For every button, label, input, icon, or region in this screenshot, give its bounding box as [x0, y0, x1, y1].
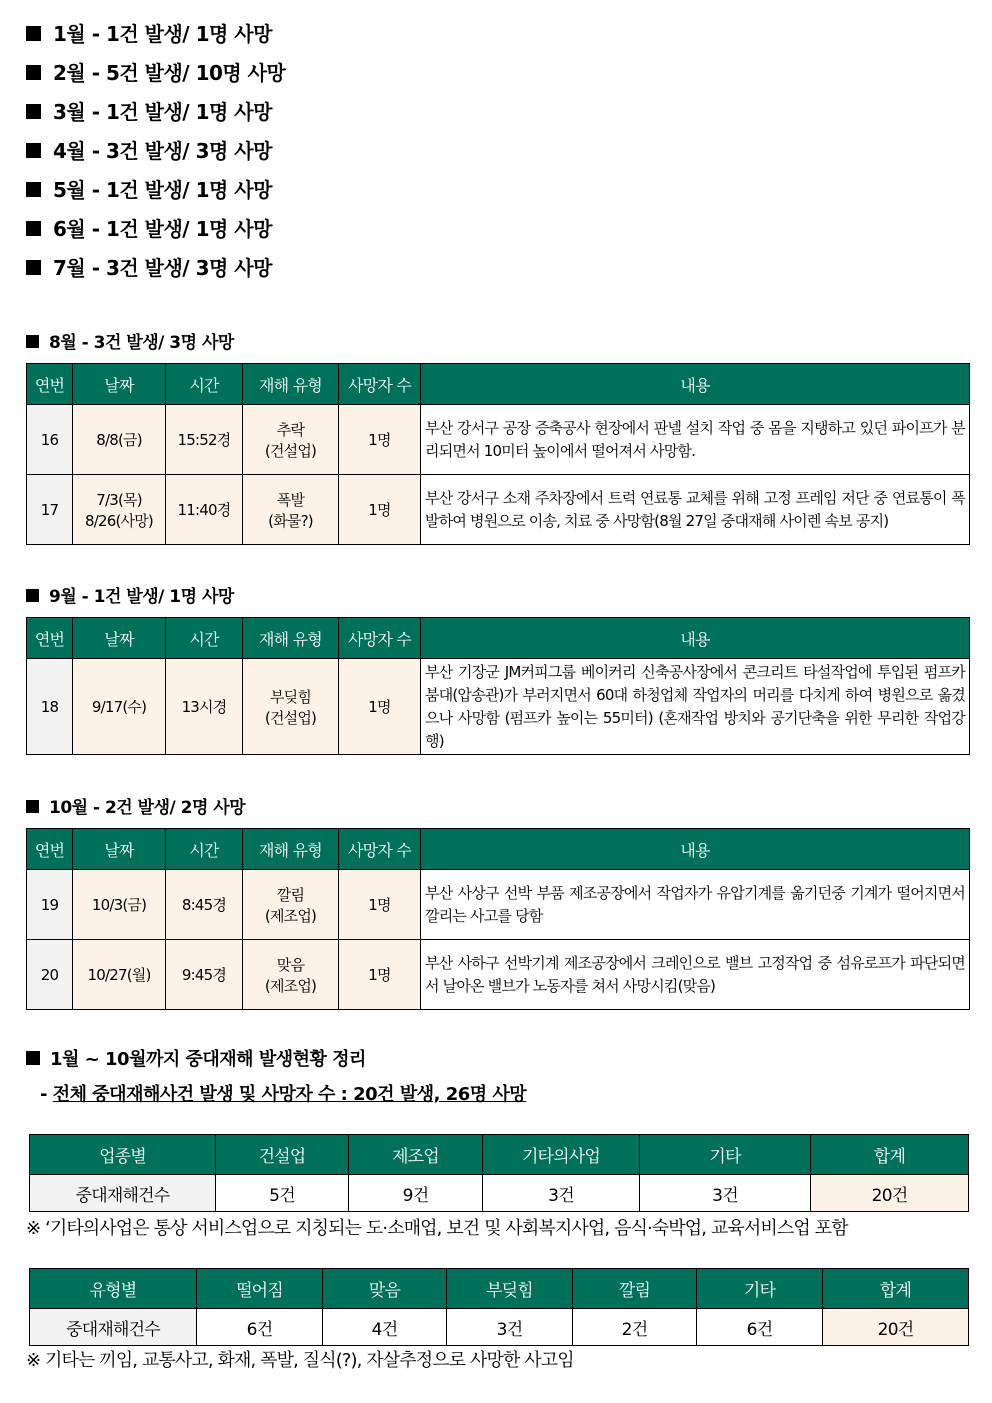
- col-header-crushed: 깔림: [573, 1269, 697, 1309]
- row-type: 깔림 (제조업): [243, 870, 339, 940]
- row-deaths: 1명: [339, 405, 421, 475]
- month-line: 4월 - 3건 발생/ 3명 사망: [26, 135, 285, 174]
- table-header-row: [27, 618, 970, 659]
- square-bullet-icon: [26, 182, 41, 197]
- col-header-deaths: 사망자 수: [339, 829, 421, 870]
- september-incident-table: [26, 617, 970, 755]
- row-content: 부산 기장군 JM커피그룹 베이커리 신축공사장에서 콘크리트 타설작업에 투입된 펌프카 붐대(압송관)가 부러지면서 60대 하청업체 작업자의 머리를 다치게 하여 병원으로 옮겼으나 사망함 (펌프카 높이는 55미터) (혼재작업 방치와 공기단축을 위한 무리한 작업강행): [421, 659, 970, 755]
- col-header-construction: 건설업: [216, 1135, 349, 1175]
- cell-value: 6건: [197, 1309, 323, 1346]
- type-summary-table: [29, 1268, 969, 1346]
- col-header-time: 시간: [166, 618, 243, 659]
- row-time: 13시경: [166, 659, 243, 755]
- table-row: [27, 870, 970, 940]
- august-incident-table: [26, 363, 970, 545]
- row-content: 부산 사상구 선박 부품 제조공장에서 작업자가 유압기계를 옮기던중 기계가 떨어지면서 깔리는 사고를 당함: [421, 870, 970, 940]
- col-header-content: 내용: [421, 829, 970, 870]
- square-bullet-icon: [26, 589, 39, 602]
- month-line: 1월 - 1건 발생/ 1명 사망: [26, 18, 285, 57]
- month-line: 5월 - 1건 발생/ 1명 사망: [26, 174, 285, 213]
- row-type: 폭발 (화물?): [243, 475, 339, 545]
- row-label: 중대재해건수: [30, 1175, 216, 1212]
- col-header-other: 기타: [640, 1135, 811, 1175]
- col-header-content: 내용: [421, 364, 970, 405]
- footnote-other-types: ※ 기타는 끼임, 교통사고, 화재, 폭발, 질식(?), 자살추정으로 사망한 사고임: [26, 1350, 574, 1371]
- row-type: 추락 (건설업): [243, 405, 339, 475]
- col-header-collision: 부딪힘: [447, 1269, 573, 1309]
- col-header-time: 시간: [166, 364, 243, 405]
- square-bullet-icon: [26, 1051, 40, 1065]
- row-content: 부산 강서구 공장 증축공사 현장에서 판넬 설치 작업 중 몸을 지탱하고 있던 파이프가 분리되면서 10미터 높이에서 떨어져서 사망함.: [421, 405, 970, 475]
- cell-value: 9건: [349, 1175, 483, 1212]
- footnote-other-business: ※ ‘기타의사업은 통상 서비스업으로 지칭되는 도·소매업, 보건 및 사회복지사업, 음식·숙박업, 교육서비스업 포함: [26, 1218, 848, 1239]
- section-heading-october: 10월 - 2건 발생/ 2명 사망: [26, 793, 245, 818]
- section-heading-august: 8월 - 3건 발생/ 3명 사망: [26, 328, 234, 353]
- row-time: 15:52경: [166, 405, 243, 475]
- table-header-row: [27, 364, 970, 405]
- col-header-date: 날짜: [73, 364, 166, 405]
- row-content: 부산 사하구 선박기계 제조공장에서 크레인으로 밸브 고정작업 중 섬유로프가 파단되면서 날아온 밸브가 노동자를 쳐서 사망시킴(맞음): [421, 940, 970, 1010]
- square-bullet-icon: [26, 143, 41, 158]
- square-bullet-icon: [26, 26, 41, 41]
- col-header-total: 합계: [823, 1269, 969, 1309]
- table-row: [27, 659, 970, 755]
- square-bullet-icon: [26, 260, 41, 275]
- month-line: 7월 - 3건 발생/ 3명 사망: [26, 252, 285, 291]
- square-bullet-icon: [26, 221, 41, 236]
- row-deaths: 1명: [339, 659, 421, 755]
- row-time: 8:45경: [166, 870, 243, 940]
- table-row: [27, 475, 970, 545]
- row-deaths: 1명: [339, 870, 421, 940]
- cell-value: 6건: [697, 1309, 823, 1346]
- table-header-row: [30, 1135, 969, 1175]
- row-content: 부산 강서구 소재 주차장에서 트럭 연료통 교체를 위해 고정 프레임 저단 중 연료통이 폭발하여 병원으로 이송, 치료 중 사망함(8월 27일 중대재해 사이렌 속보 공지): [421, 475, 970, 545]
- row-date: 10/3(금): [73, 870, 166, 940]
- row-no: 16: [27, 405, 73, 475]
- col-header-type: 재해 유형: [243, 829, 339, 870]
- cell-value: 3건: [447, 1309, 573, 1346]
- summary-heading: 1월 ~ 10월까지 중대재해 발생현황 정리: [26, 1045, 366, 1071]
- table-row: [27, 940, 970, 1010]
- cell-value: 2건: [573, 1309, 697, 1346]
- col-header-time: 시간: [166, 829, 243, 870]
- col-header-deaths: 사망자 수: [339, 364, 421, 405]
- row-type: 부딪힘 (건설업): [243, 659, 339, 755]
- month-line: 6월 - 1건 발생/ 1명 사망: [26, 213, 285, 252]
- table-row: [27, 405, 970, 475]
- industry-summary-table: [29, 1134, 969, 1212]
- summary-subtitle: - 전체 중대재해사건 발생 및 사망자 수 : 20건 발생, 26명 사망: [40, 1084, 527, 1105]
- row-label: 중대재해건수: [30, 1309, 197, 1346]
- col-header-total: 합계: [811, 1135, 969, 1175]
- col-header-other: 기타: [697, 1269, 823, 1309]
- table-header-row: [30, 1269, 969, 1309]
- row-no: 19: [27, 870, 73, 940]
- row-no: 18: [27, 659, 73, 755]
- square-bullet-icon: [26, 800, 39, 813]
- section-heading-september: 9월 - 1건 발생/ 1명 사망: [26, 582, 234, 607]
- table-row: [30, 1175, 969, 1212]
- col-header-other-business: 기타의사업: [483, 1135, 640, 1175]
- row-deaths: 1명: [339, 475, 421, 545]
- col-header-manufacturing: 제조업: [349, 1135, 483, 1175]
- square-bullet-icon: [26, 104, 41, 119]
- col-header-type: 재해 유형: [243, 618, 339, 659]
- col-header-date: 날짜: [73, 829, 166, 870]
- col-header-no: 연번: [27, 364, 73, 405]
- row-date: 8/8(금): [73, 405, 166, 475]
- month-line: 3월 - 1건 발생/ 1명 사망: [26, 96, 285, 135]
- col-header-date: 날짜: [73, 618, 166, 659]
- col-header-type: 재해 유형: [243, 364, 339, 405]
- col-header-category: 업종별: [30, 1135, 216, 1175]
- col-header-no: 연번: [27, 829, 73, 870]
- cell-value: 3건: [640, 1175, 811, 1212]
- cell-value: 4건: [323, 1309, 447, 1346]
- col-header-no: 연번: [27, 618, 73, 659]
- col-header-content: 내용: [421, 618, 970, 659]
- row-date: 9/17(수): [73, 659, 166, 755]
- row-type: 맞음 (제조업): [243, 940, 339, 1010]
- square-bullet-icon: [26, 65, 41, 80]
- cell-total: 20건: [823, 1309, 969, 1346]
- row-time: 9:45경: [166, 940, 243, 1010]
- row-time: 11:40경: [166, 475, 243, 545]
- col-header-deaths: 사망자 수: [339, 618, 421, 659]
- month-line: 2월 - 5건 발생/ 10명 사망: [26, 57, 285, 96]
- month-list: [26, 18, 285, 291]
- table-header-row: [27, 829, 970, 870]
- row-deaths: 1명: [339, 940, 421, 1010]
- col-header-struck: 맞음: [323, 1269, 447, 1309]
- row-no: 17: [27, 475, 73, 545]
- row-no: 20: [27, 940, 73, 1010]
- cell-value: 3건: [483, 1175, 640, 1212]
- table-row: [30, 1309, 969, 1346]
- cell-total: 20건: [811, 1175, 969, 1212]
- col-header-fall: 떨어짐: [197, 1269, 323, 1309]
- cell-value: 5건: [216, 1175, 349, 1212]
- october-incident-table: [26, 828, 970, 1010]
- row-date: 7/3(목) 8/26(사망): [73, 475, 166, 545]
- col-header-category: 유형별: [30, 1269, 197, 1309]
- row-date: 10/27(월): [73, 940, 166, 1010]
- square-bullet-icon: [26, 335, 39, 348]
